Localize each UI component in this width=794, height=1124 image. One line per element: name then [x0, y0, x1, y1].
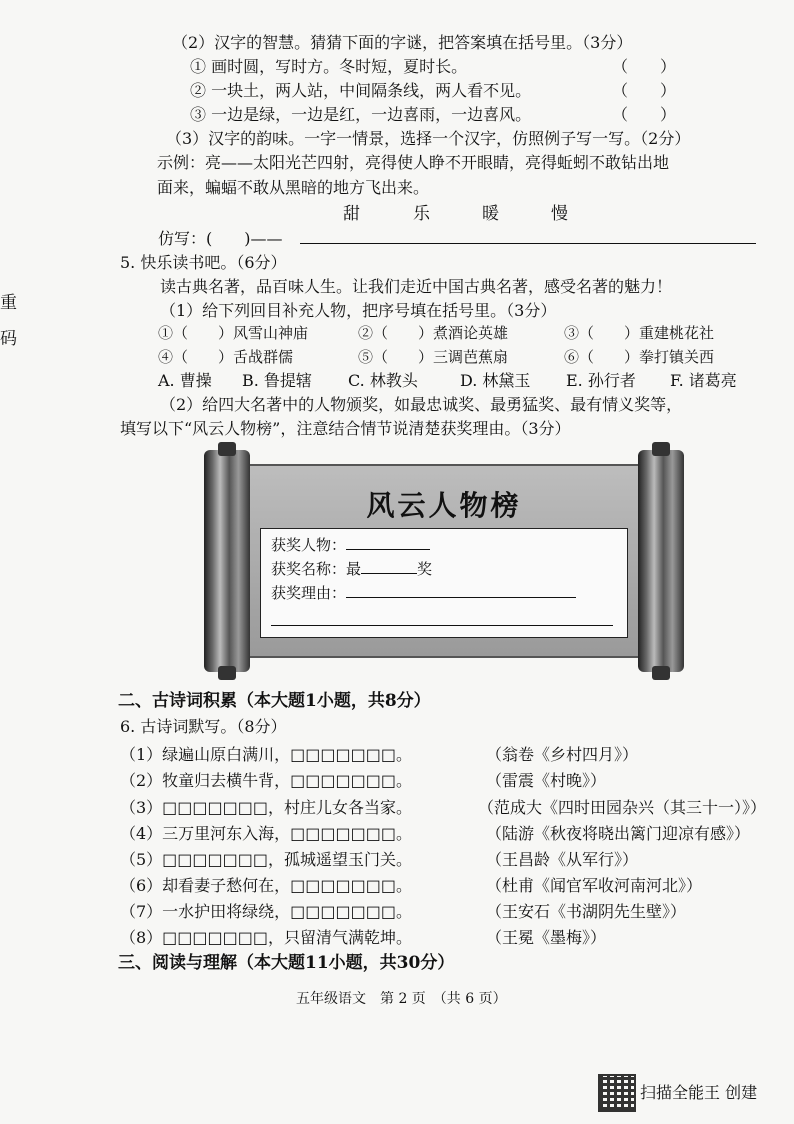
scroll-panel	[260, 528, 628, 638]
answer-paren[interactable]: （ ）	[612, 57, 677, 76]
option-item: A. 曹操	[158, 371, 212, 390]
margin-char: 重	[0, 293, 17, 313]
char-option: 慢	[551, 204, 568, 224]
intro-text: 读古典名著，品百味人生。让我们走近中国古典名著，感受名著的魅力！	[160, 277, 673, 296]
reason-label: 获奖理由：	[271, 584, 347, 602]
question-header: （3）汉字的韵味。一字一情景，选择一个汉字，仿照例子写一写。（2分）	[166, 129, 691, 148]
option-item: E. 孙行者	[566, 371, 636, 390]
answer-line[interactable]	[300, 243, 756, 244]
question-header: （1）给下列回目补充人物，把序号填在括号里。（3分）	[160, 301, 557, 320]
award-row	[271, 559, 432, 579]
poem-source: （王昌龄《从军行》）	[486, 850, 639, 869]
poem-source: （杜甫《闻官军收河南河北》）	[486, 876, 703, 895]
reason-row	[271, 583, 576, 603]
qr-code-icon	[598, 1074, 636, 1112]
example-text: 示例：亮——太阳光芒四射，亮得使人睁不开眼睛，亮得蚯蚓不敢钻出地	[157, 153, 670, 172]
reason-line-2[interactable]	[271, 625, 613, 626]
option-item: D. 林黛玉	[460, 371, 531, 390]
question-header: （2）给四大名著中的人物颁奖，如最忠诚奖、最勇猛奖、最有情义奖等，	[160, 395, 683, 414]
scroll-body	[244, 464, 644, 658]
poem-line: （3）□□□□□□□，村庄儿女各当家。	[120, 798, 413, 817]
option-item: C. 林教头	[348, 371, 418, 390]
poem-source: （翁卷《乡村四月》）	[486, 745, 639, 764]
option-item: B. 鲁提辖	[242, 371, 312, 390]
person-row	[271, 535, 430, 555]
riddle-text: ② 一块土，两人站，中间隔条线，两人看不见。	[190, 81, 532, 100]
reason-line[interactable]	[346, 583, 576, 598]
poem-line: （8）□□□□□□□，只留清气满乾坤。	[120, 928, 413, 947]
poem-line: （1）绿遍山原白满川，□□□□□□□。	[120, 745, 413, 764]
riddle-text: ③ 一边是绿，一边是红，一边喜雨，一边喜风。	[190, 105, 532, 124]
poem-line: （4）三万里河东入海，□□□□□□□。	[120, 824, 413, 843]
scroll-title: 风云人物榜	[366, 489, 522, 522]
poem-line: （7）一水护田将绿绕，□□□□□□□。	[120, 902, 413, 921]
scroll-roll-right	[638, 450, 684, 672]
award-suffix: 奖	[417, 560, 433, 578]
award-line[interactable]	[361, 559, 417, 574]
chapter-item: ④（ ）舌战群儒	[158, 348, 294, 366]
person-label: 获奖人物：	[271, 536, 347, 554]
section-title: 三、阅读与理解（本大题11小题，共30分）	[118, 953, 455, 973]
example-text: 面来，蝙蝠不敢从黑暗的地方飞出来。	[157, 178, 430, 197]
char-option: 暖	[482, 204, 499, 224]
poem-line: （2）牧童归去横牛背，□□□□□□□。	[120, 771, 413, 790]
poem-line: （5）□□□□□□□，孤城遥望玉门关。	[120, 850, 413, 869]
poem-source: （王安石《书湖阴先生壁》）	[486, 902, 687, 921]
poem-source: （范成大《四时田园杂兴（其三十一）》）	[478, 798, 767, 817]
poem-source: （陆游《秋夜将晓出篱门迎凉有感》）	[486, 824, 751, 843]
chapter-item: ⑤（ ）三调芭蕉扇	[358, 348, 509, 366]
poem-line: （6）却看妻子愁何在，□□□□□□□。	[120, 876, 413, 895]
poem-source: （雷震《村晚》）	[486, 771, 607, 790]
chapter-item: ③（ ）重建桃花社	[564, 324, 715, 342]
riddle-text: ① 画时圆，写时方。冬时短，夏时长。	[190, 57, 468, 76]
section-title: 二、古诗词积累（本大题1小题，共8分）	[118, 691, 431, 711]
char-option: 甜	[343, 204, 360, 224]
answer-paren[interactable]: （ ）	[612, 105, 677, 124]
award-label: 获奖名称：最	[271, 560, 362, 578]
question-title: 6. 古诗词默写。（8分）	[120, 717, 287, 736]
question-header: （2）汉字的智慧。猜猜下面的字谜，把答案填在括号里。（3分）	[172, 33, 633, 52]
scanner-watermark: 扫描全能王 创建	[640, 1083, 758, 1102]
scroll-roll-left	[204, 450, 250, 672]
question-header: 填写以下“风云人物榜”，注意结合情节说清楚获奖理由。（3分）	[120, 419, 571, 438]
imitate-label: 仿写：( )——	[158, 229, 283, 248]
question-title: 5. 快乐读书吧。（6分）	[120, 253, 287, 272]
person-line[interactable]	[346, 535, 430, 550]
award-scroll	[204, 450, 684, 672]
margin-char: 码	[0, 329, 17, 349]
chapter-item: ①（ ）风雪山神庙	[158, 324, 309, 342]
option-item: F. 诸葛亮	[670, 371, 737, 390]
poem-source: （王冕《墨梅》）	[486, 928, 607, 947]
chapter-item: ⑥（ ）拳打镇关西	[564, 348, 715, 366]
char-option: 乐	[413, 204, 430, 224]
answer-paren[interactable]: （ ）	[612, 81, 677, 100]
chapter-item: ②（ ）煮酒论英雄	[358, 324, 509, 342]
page-footer: 五年级语文 第 2 页 （共 6 页）	[296, 991, 507, 1007]
